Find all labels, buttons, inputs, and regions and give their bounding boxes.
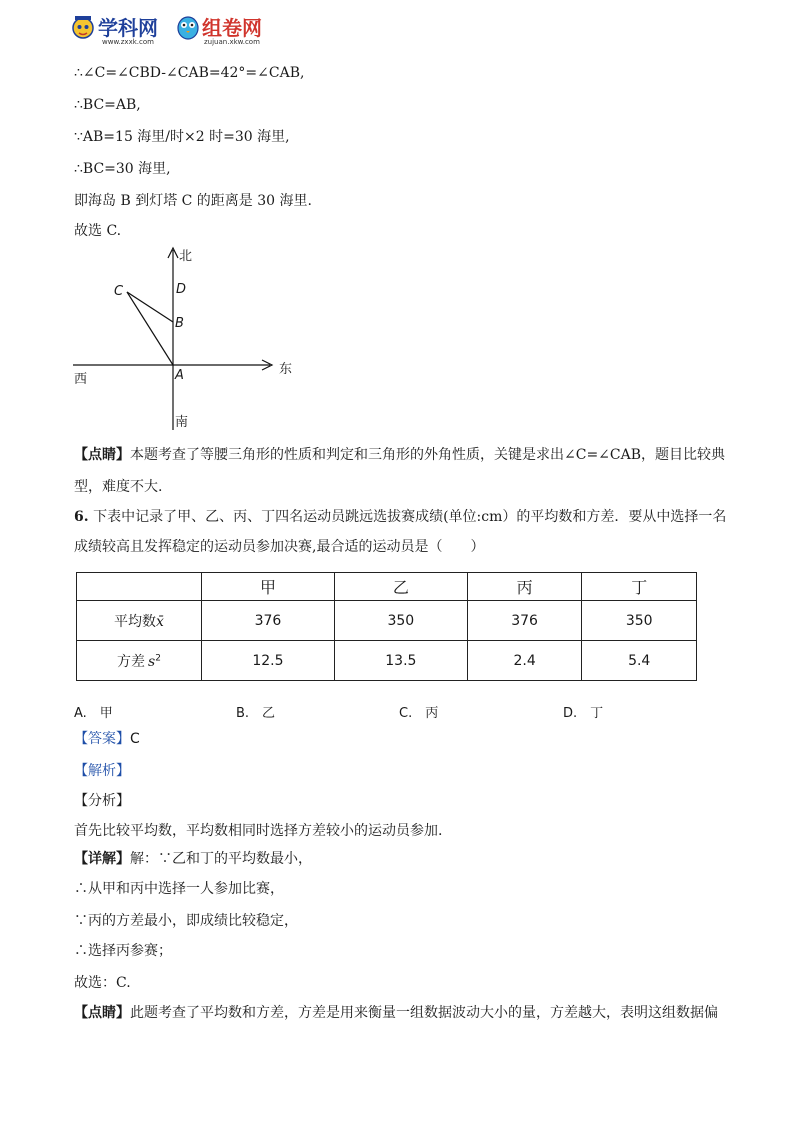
comment-line-2: 型，难度不大. — [74, 479, 163, 495]
label-point-d: D — [176, 282, 187, 297]
table-cell: 5.4 — [582, 641, 697, 681]
solution-line: ∴BC=AB, — [74, 97, 141, 113]
logo-zxxk-text: 学科网 — [98, 16, 158, 40]
detail-step: ∴从甲和丙中选择一人参加比赛， — [74, 881, 284, 897]
table-cell: 350 — [334, 601, 467, 641]
detail-text: 解：∵乙和丁的平均数最小， — [130, 851, 312, 867]
answer-line — [74, 730, 140, 748]
label-west: 西 — [74, 372, 88, 387]
label-point-b: B — [175, 316, 184, 331]
option-d[interactable]: D. 丁 — [563, 706, 604, 721]
comment-tag: 【点睛】 — [74, 447, 130, 463]
comment-tag: 【点睛】 — [74, 1005, 130, 1021]
diagram-lines — [70, 244, 310, 434]
option-c[interactable]: C. 丙 — [399, 706, 439, 721]
label-point-c: C — [114, 284, 124, 299]
detail-step: ∵丙的方差最小，即成绩比较稳定， — [74, 913, 298, 929]
comment-line-1 — [74, 446, 725, 464]
variance-exponent: 2 — [155, 652, 161, 663]
score-table — [76, 572, 697, 681]
logo-mascot-icon — [70, 12, 96, 44]
fenxi-text: 首先比较平均数，平均数相同时选择方差较小的运动员参加. — [74, 823, 443, 839]
table-cell: 376 — [202, 601, 335, 641]
table-cell: 2.4 — [467, 641, 582, 681]
detail-tag: 【详解】 — [74, 851, 130, 867]
solution-line: 故选 C. — [74, 223, 122, 239]
table-row — [77, 601, 697, 641]
comment-text: 本题考查了等腰三角形的性质和判定和三角形的外角性质，关键是求出∠C=∠CAB，题目比较典 — [130, 447, 726, 463]
table-row — [77, 641, 697, 681]
direction-diagram — [70, 244, 310, 434]
analysis-tag: 【解析】 — [74, 763, 130, 779]
question-line-2: 成绩较高且发挥稳定的运动员参加决赛,最合适的运动员是（ ） — [74, 539, 485, 555]
answer-value: C — [130, 731, 140, 747]
question-text: 下表中记录了甲、乙、丙、丁四名运动员跳远选拔赛成绩(单位:cm）的平均数和方差．要从中选择一名 — [93, 509, 727, 525]
logo-owl-icon — [176, 12, 200, 42]
detail-step: ∴选择丙参赛； — [74, 943, 172, 959]
option-a[interactable]: A. 甲 — [74, 706, 113, 721]
table-cell: 376 — [467, 601, 582, 641]
row-label-text: 平均数 — [114, 613, 157, 630]
row-label-text: 方差 — [117, 653, 146, 670]
table-header-cell: 丙 — [467, 573, 582, 601]
variance-symbol: s — [148, 653, 156, 670]
answer-tag: 【答案】 — [74, 731, 130, 747]
table-header-cell: 丁 — [582, 573, 697, 601]
detail-line — [74, 850, 312, 868]
row-label-variance — [77, 641, 202, 681]
table-header-cell: 乙 — [334, 573, 467, 601]
comment-line-final — [74, 1004, 718, 1022]
label-south: 南 — [175, 415, 189, 430]
table-cell: 12.5 — [202, 641, 335, 681]
table-cell — [77, 573, 202, 601]
mean-symbol: x̄ — [156, 613, 164, 630]
table-header-row — [77, 573, 697, 601]
label-north: 北 — [179, 249, 193, 264]
question-number: 6. — [74, 509, 89, 525]
logo-zujuan-url: zujuan.xkw.com — [204, 38, 260, 46]
fenxi-tag: 【分析】 — [74, 793, 130, 809]
table-header-cell: 甲 — [202, 573, 335, 601]
table-cell: 13.5 — [334, 641, 467, 681]
solution-line: ∴∠C=∠CBD-∠CAB=42°=∠CAB, — [74, 65, 305, 81]
table-cell: 350 — [582, 601, 697, 641]
logo-zxxk-url: www.zxxk.com — [102, 38, 154, 46]
solution-line: 即海岛 B 到灯塔 C 的距离是 30 海里. — [74, 193, 312, 209]
label-point-a: A — [175, 368, 184, 383]
solution-line: ∵AB=15 海里/时×2 时=30 海里, — [74, 129, 290, 145]
question-line-1 — [74, 508, 726, 526]
comment-text: 此题考查了平均数和方差，方差是用来衡量一组数据波动大小的量，方差越大，表明这组数据偏 — [130, 1005, 718, 1021]
detail-step: 故选：C. — [74, 975, 131, 991]
label-east: 东 — [279, 362, 293, 377]
solution-line: ∴BC=30 海里, — [74, 161, 171, 177]
option-b[interactable]: B. 乙 — [236, 706, 276, 721]
logo-zujuan-text: 组卷网 — [202, 16, 262, 40]
row-label-mean — [77, 601, 202, 641]
